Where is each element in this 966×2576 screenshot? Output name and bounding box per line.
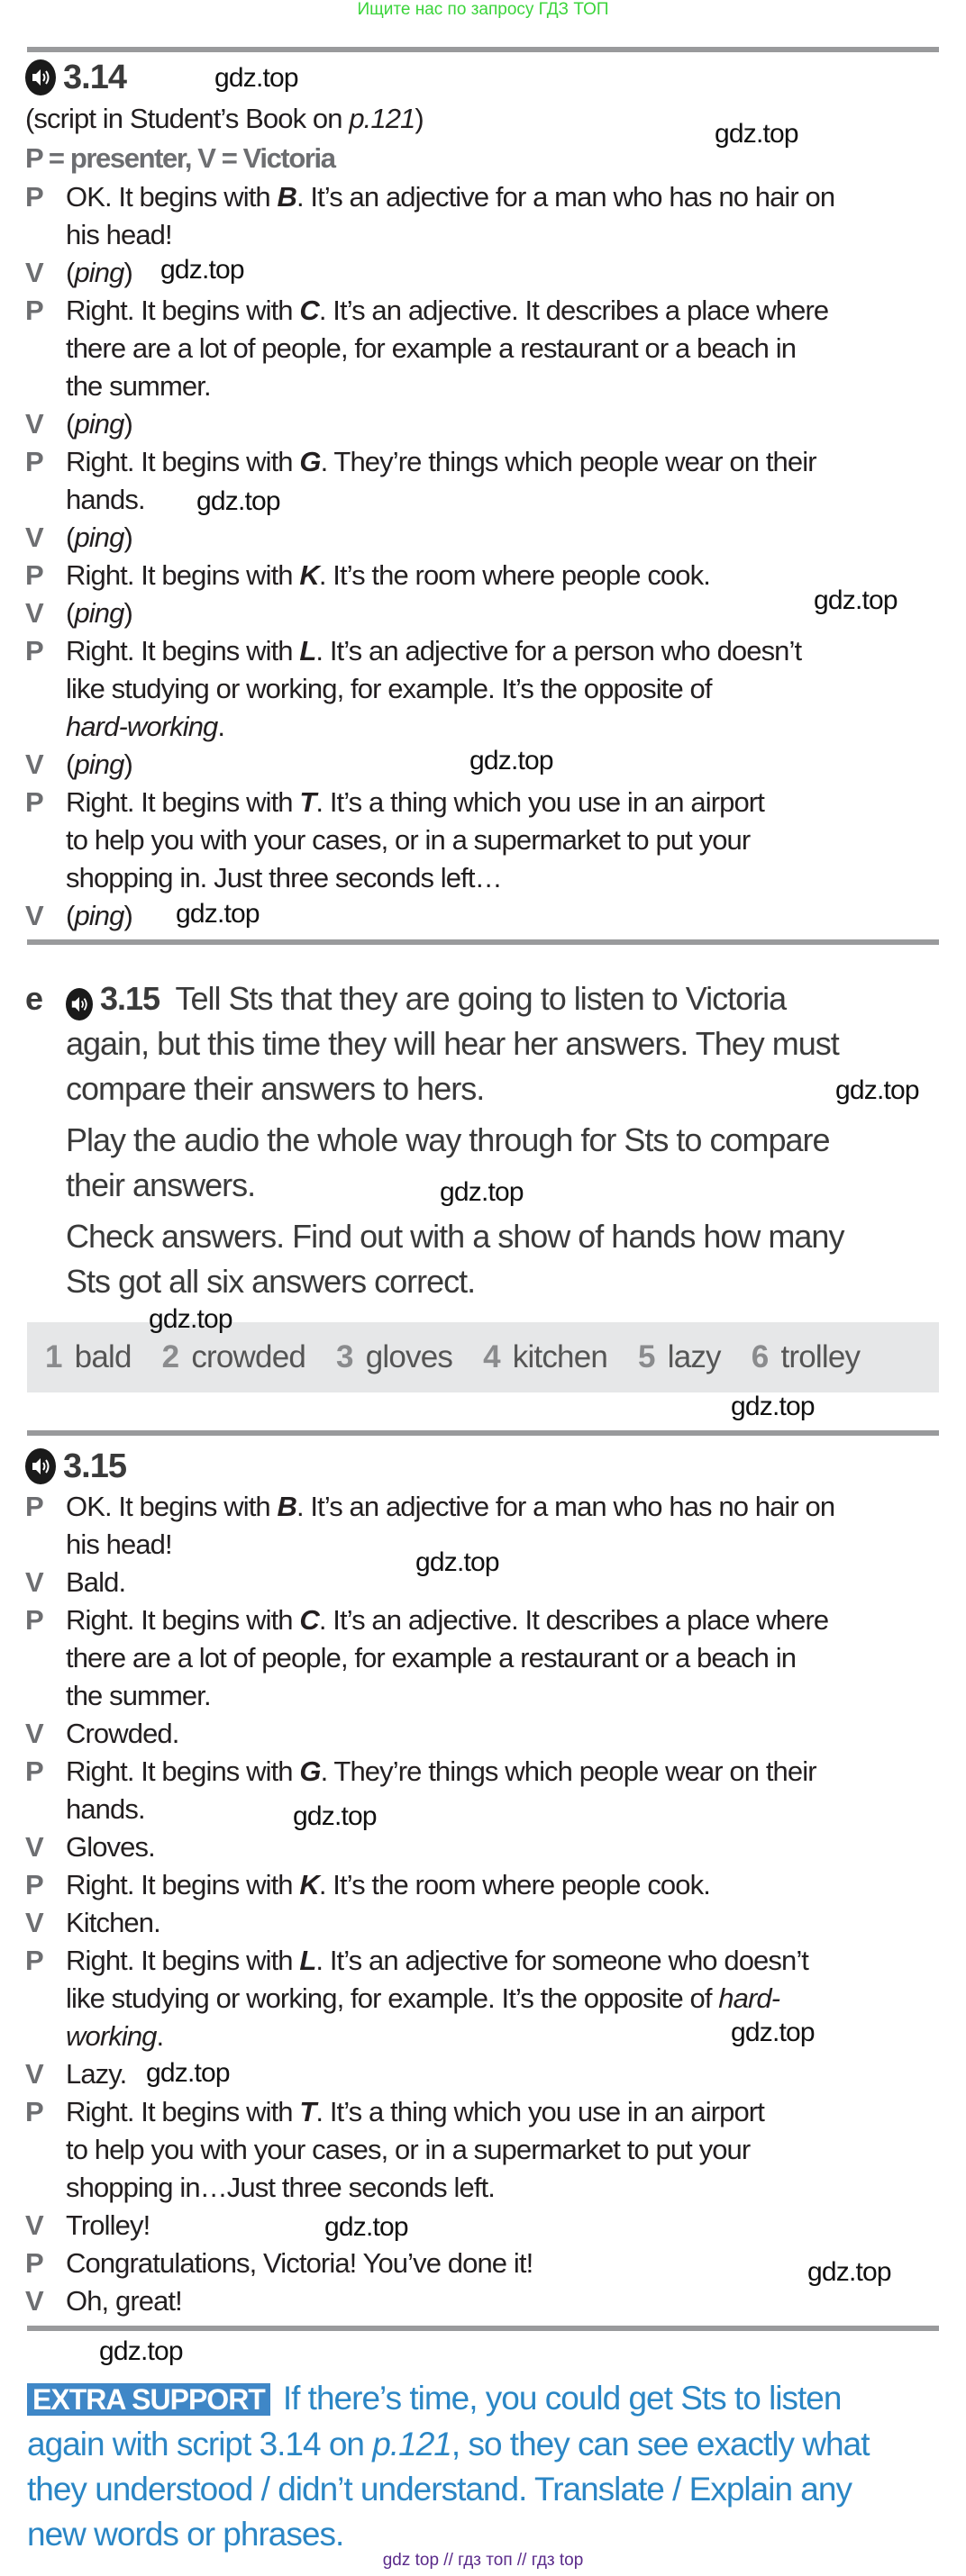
answer-word: crowded [191, 1339, 306, 1374]
emphasis-text: hard- working [66, 1982, 780, 2052]
watermark: gdz.top [715, 119, 798, 149]
extra-support-label: EXTRA SUPPORT [27, 2383, 270, 2416]
search-hint-banner: Ищите нас по запросу ГДЗ ТОП [357, 0, 609, 19]
emphasis-text: T [299, 786, 316, 818]
section-divider [27, 939, 939, 945]
dialogue-line [25, 405, 944, 443]
utterance [66, 443, 816, 519]
dialogue-line [25, 178, 944, 254]
speaker-label: V [25, 2285, 43, 2317]
note-text: If there’s time, you could get Sts to listen again with script 3.14 on [27, 2380, 842, 2463]
note-text-end: , so they can see exactly what they understood / didn’t understand. Translate / Explain any new words or phrases. [27, 2426, 870, 2553]
utterance-text: Right. It begins with [66, 786, 300, 818]
utterance-text: OK. It begins with [66, 1491, 278, 1522]
dialogue-line [25, 2282, 944, 2320]
speaker-label: P [25, 2247, 43, 2279]
emphasis-text: G [299, 446, 321, 477]
utterance [66, 2282, 182, 2320]
watermark: gdz.top [469, 746, 553, 776]
answer-word: trolley [780, 1339, 861, 1374]
emphasis-text: ping [74, 900, 124, 931]
track-number: 3.15 [63, 1447, 126, 1485]
dialogue-line [25, 443, 944, 519]
utterance-text: ) [123, 748, 132, 780]
speaker-label: P [25, 446, 43, 477]
speaker-label: V [25, 597, 43, 629]
dialogue-line [25, 784, 944, 897]
dialogue [25, 1488, 944, 2320]
utterance-text: ( [66, 408, 75, 440]
utterance [66, 746, 132, 784]
utterance [66, 178, 834, 254]
speaker-label: V [25, 2058, 43, 2090]
utterance [66, 2207, 150, 2245]
answer-item [483, 1339, 607, 1375]
utterance-text: . It’s an adjective for someone who doesn’t like studying or working, for example. It’s the opposite of [66, 1945, 809, 2014]
speaker-key: P = presenter, V = Victoria [25, 142, 335, 174]
utterance-text: Right. It begins with [66, 1945, 300, 1976]
script-source [25, 99, 944, 139]
watermark: gdz.top [214, 63, 298, 93]
speaker-label: P [25, 1945, 43, 1976]
watermark: gdz.top [731, 2018, 815, 2047]
utterance-text: Bald. [66, 1566, 126, 1598]
speaker-label: V [25, 1566, 43, 1598]
exercise-e [25, 976, 944, 1311]
utterance [66, 1715, 178, 1753]
answer-item [336, 1339, 452, 1375]
script-3-14 [25, 56, 944, 935]
watermark: gdz.top [196, 486, 280, 516]
utterance-text: Gloves. [66, 1831, 155, 1863]
utterance-text: ( [66, 257, 75, 288]
answer-number: 4 [483, 1339, 500, 1374]
emphasis-text: ping [74, 748, 124, 780]
utterance-text: Right. It begins with [66, 1604, 300, 1636]
utterance [66, 1942, 808, 2055]
instruction-paragraph: Play the audio the whole way through for Sts to compare their answers. [66, 1121, 830, 1203]
answer-item [45, 1339, 132, 1375]
utterance-text: . They’re things which people wear on their hands. [66, 1755, 816, 1825]
dialogue-line [25, 1753, 944, 1828]
dialogue-line [25, 2093, 944, 2207]
utterance-text: ) [123, 900, 132, 931]
page-reference: p.121 [372, 2426, 451, 2463]
utterance-text: OK. It begins with [66, 181, 278, 213]
speaker-label: P [25, 295, 43, 326]
emphasis-text: B [277, 1491, 296, 1522]
utterance [66, 2055, 126, 2093]
track-number: 3.14 [63, 58, 126, 96]
speaker-label: P [25, 1604, 43, 1636]
dialogue-line [25, 594, 944, 632]
watermark: gdz.top [99, 2336, 183, 2366]
emphasis-text: L [299, 1945, 316, 1976]
utterance [66, 1753, 816, 1828]
speaker-label: P [25, 1869, 43, 1900]
answer-item [638, 1339, 721, 1375]
track-number: 3.15 [100, 980, 160, 1017]
speaker-label: P [25, 181, 43, 213]
speaker-label: V [25, 257, 43, 288]
utterance-text: . It’s a thing which you use in an airport to help you with your cases, or in a supermarket to put your shopping in…Just three seconds left. [66, 2096, 764, 2203]
answer-number: 3 [336, 1339, 353, 1374]
speaker-label: P [25, 1491, 43, 1522]
utterance [66, 2093, 764, 2207]
utterance [66, 2245, 533, 2282]
utterance-text: ( [66, 522, 75, 553]
speaker-label: P [25, 2096, 43, 2127]
utterance [66, 519, 132, 557]
speaker-label: V [25, 1718, 43, 1749]
watermark: gdz.top [415, 1547, 499, 1577]
dialogue-line [25, 1715, 944, 1753]
speaker-label: P [25, 635, 43, 667]
utterance-text: Kitchen. [66, 1907, 160, 1938]
utterance-text: . It’s the room where people cook. [318, 559, 710, 591]
section-divider [27, 2326, 939, 2331]
emphasis-text: ping [74, 408, 124, 440]
utterance [66, 594, 132, 632]
answer-word: bald [74, 1339, 132, 1374]
utterance [66, 557, 710, 594]
watermark: gdz.top [814, 585, 898, 615]
emphasis-text: L [299, 635, 316, 667]
utterance-text: ) [123, 522, 132, 553]
utterance-text: Trolley! [66, 2209, 150, 2241]
speaker-label: V [25, 2209, 43, 2241]
watermark: gdz.top [176, 899, 260, 929]
watermark: gdz.top [293, 1801, 377, 1831]
dialogue-line [25, 1828, 944, 1866]
dialogue-line [25, 519, 944, 557]
answer-number: 6 [751, 1339, 769, 1374]
instruction-paragraph: Check answers. Find out with a show of hands how many Sts got all six answers correct. [66, 1218, 844, 1300]
utterance [66, 1828, 155, 1866]
speaker-label: V [25, 1907, 43, 1938]
footer-watermark: gdz top // гдз топ // гдз top [382, 2551, 584, 2570]
source-text: (script in Student’s Book on [25, 103, 350, 134]
audio-icon[interactable] [66, 988, 93, 1020]
answer-item [752, 1339, 860, 1375]
watermark: gdz.top [731, 1392, 815, 1421]
utterance-text: Right. It begins with [66, 446, 300, 477]
emphasis-text: T [299, 2096, 316, 2127]
utterance-text: Right. It begins with [66, 295, 300, 326]
utterance-text: . It’s an adjective for a person who doesn’t like studying or working, for example. It’s the opposite of [66, 635, 802, 704]
utterance-text: Crowded. [66, 1718, 179, 1749]
utterance-text: . It’s an adjective for a man who has no hair on his head! [66, 1491, 835, 1560]
utterance-text: Right. It begins with [66, 635, 300, 667]
watermark: gdz.top [440, 1177, 524, 1207]
section-heading [25, 1445, 944, 1488]
extra-support-note [27, 2376, 937, 2557]
emphasis-text: ping [74, 522, 124, 553]
utterance-text: Lazy. [66, 2058, 127, 2090]
audio-icon[interactable] [25, 1448, 56, 1484]
dialogue-line [25, 2245, 944, 2282]
answer-number: 1 [45, 1339, 62, 1374]
section-heading [25, 56, 944, 99]
emphasis-text: ping [74, 597, 124, 629]
dialogue-line [25, 2207, 944, 2245]
utterance-text: ) [123, 408, 132, 440]
speaker-label: P [25, 786, 43, 818]
paragraph-text: Tell Sts that they are going to listen to Victoria again, but this time they will hear her answers. They must compare their answers to hers. [66, 980, 839, 1107]
speaker-label: V [25, 748, 43, 780]
speaker-label: V [25, 522, 43, 553]
emphasis-text: hard-working [66, 711, 218, 742]
utterance-text: ( [66, 748, 75, 780]
watermark: gdz.top [324, 2212, 408, 2242]
utterance-text: Congratulations, Victoria! You’ve done it! [66, 2247, 533, 2279]
utterance-text: Right. It begins with [66, 1869, 300, 1900]
emphasis-text: C [299, 1604, 319, 1636]
utterance [66, 254, 132, 292]
speaker-label: V [25, 900, 43, 931]
dialogue-line [25, 1601, 944, 1715]
dialogue [25, 178, 944, 935]
utterance [66, 292, 828, 405]
utterance [66, 784, 764, 897]
utterance [66, 1601, 828, 1715]
utterance-text: . It’s a thing which you use in an airport to help you with your cases, or in a supermarket to put your shopping in. Just three seconds left… [66, 786, 764, 893]
answer-word: lazy [667, 1339, 721, 1374]
utterance [66, 632, 801, 746]
answer-word: gloves [365, 1339, 453, 1374]
emphasis-text: B [277, 181, 296, 213]
dialogue-line [25, 1866, 944, 1904]
speaker-label: P [25, 559, 43, 591]
utterance-text: . It’s the room where people cook. [318, 1869, 710, 1900]
speaker-label: V [25, 408, 43, 440]
utterance-text: Oh, great! [66, 2285, 182, 2317]
emphasis-text: C [299, 295, 319, 326]
dialogue-line [25, 1904, 944, 1942]
section-divider [27, 1430, 939, 1436]
emphasis-text: K [299, 1869, 319, 1900]
watermark: gdz.top [146, 2058, 230, 2088]
utterance-text: . [217, 711, 225, 742]
utterance-text: . It’s an adjective. It describes a place where there are a lot of people, for example a restaurant or a beach in the summer. [66, 1604, 829, 1711]
emphasis-text: K [299, 559, 319, 591]
section-divider [27, 47, 939, 52]
emphasis-text: G [299, 1755, 321, 1787]
utterance-text: Right. It begins with [66, 1755, 300, 1787]
utterance-text: . They’re things which people wear on their hands. [66, 446, 816, 515]
utterance [66, 1904, 160, 1942]
source-text-end: ) [415, 103, 424, 134]
dialogue-line [25, 632, 944, 746]
answer-word: kitchen [512, 1339, 608, 1374]
utterance-text: ( [66, 597, 75, 629]
utterance [66, 897, 132, 935]
utterance [66, 405, 132, 443]
speaker-label: V [25, 1831, 43, 1863]
audio-icon[interactable] [25, 59, 56, 95]
page-reference: p.121 [349, 103, 415, 134]
dialogue-line [25, 292, 944, 405]
speaker-label: P [25, 1755, 43, 1787]
exercise-letter: e [25, 980, 43, 1017]
utterance-text: Right. It begins with [66, 559, 300, 591]
utterance-text: . It’s an adjective for a man who has no hair on his head! [66, 181, 835, 250]
dialogue-line [25, 897, 944, 935]
utterance-text: Right. It begins with [66, 2096, 300, 2127]
utterance [66, 1564, 125, 1601]
utterance-text: ) [123, 597, 132, 629]
instruction-paragraph [66, 976, 843, 1111]
utterance-text: . It’s an adjective. It describes a place where there are a lot of people, for example a restaurant or a beach in the summer. [66, 295, 829, 402]
emphasis-text: ping [74, 257, 124, 288]
answer-number: 5 [638, 1339, 655, 1374]
dialogue-line [25, 557, 944, 594]
utterance-text: . [156, 2020, 164, 2052]
answer-item [162, 1339, 305, 1375]
watermark: gdz.top [160, 255, 244, 285]
watermark: gdz.top [807, 2257, 891, 2287]
answer-number: 2 [161, 1339, 179, 1374]
utterance-text: ) [123, 257, 132, 288]
watermark: gdz.top [835, 1075, 919, 1105]
watermark: gdz.top [149, 1304, 232, 1334]
utterance-text: ( [66, 900, 75, 931]
utterance [66, 1866, 710, 1904]
